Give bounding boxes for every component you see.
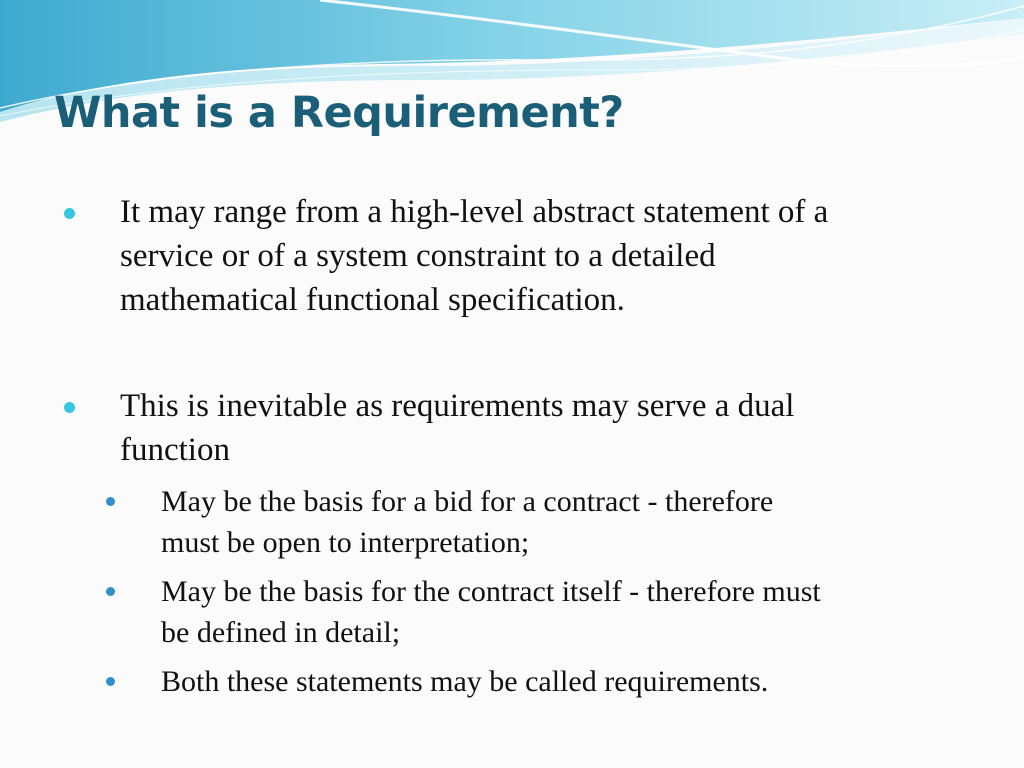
list-item bbox=[104, 571, 821, 653]
bullet-dot-icon bbox=[64, 402, 75, 413]
bullet-text-line: This is inevitable as requirements may serve a dual bbox=[120, 388, 795, 424]
bullet-dot-icon bbox=[106, 677, 115, 686]
slide-title: What is a Requirement? bbox=[54, 88, 624, 138]
list-item bbox=[62, 384, 794, 472]
list-item bbox=[104, 481, 773, 563]
bullet-text-line: May be the basis for the contract itself - therefore must bbox=[161, 575, 821, 608]
bullet-text-line: be defined in detail; bbox=[161, 616, 401, 649]
bullet-dot-icon bbox=[106, 587, 115, 596]
bullet-dot-icon bbox=[64, 208, 75, 219]
list-item bbox=[62, 190, 828, 322]
bullet-text-line: mathematical functional specification. bbox=[120, 282, 625, 318]
bullet-dot-icon bbox=[106, 497, 115, 506]
bullet-text-line: May be the basis for a bid for a contract - therefore bbox=[161, 485, 774, 518]
bullet-text-line: function bbox=[120, 432, 230, 468]
list-item bbox=[104, 661, 768, 702]
bullet-text-line: service or of a system constraint to a detailed bbox=[120, 238, 716, 274]
bullet-text-line: must be open to interpretation; bbox=[161, 526, 530, 559]
bullet-text-line: It may range from a high-level abstract statement of a bbox=[120, 194, 829, 230]
bullet-text-line: Both these statements may be called requirements. bbox=[161, 665, 769, 698]
